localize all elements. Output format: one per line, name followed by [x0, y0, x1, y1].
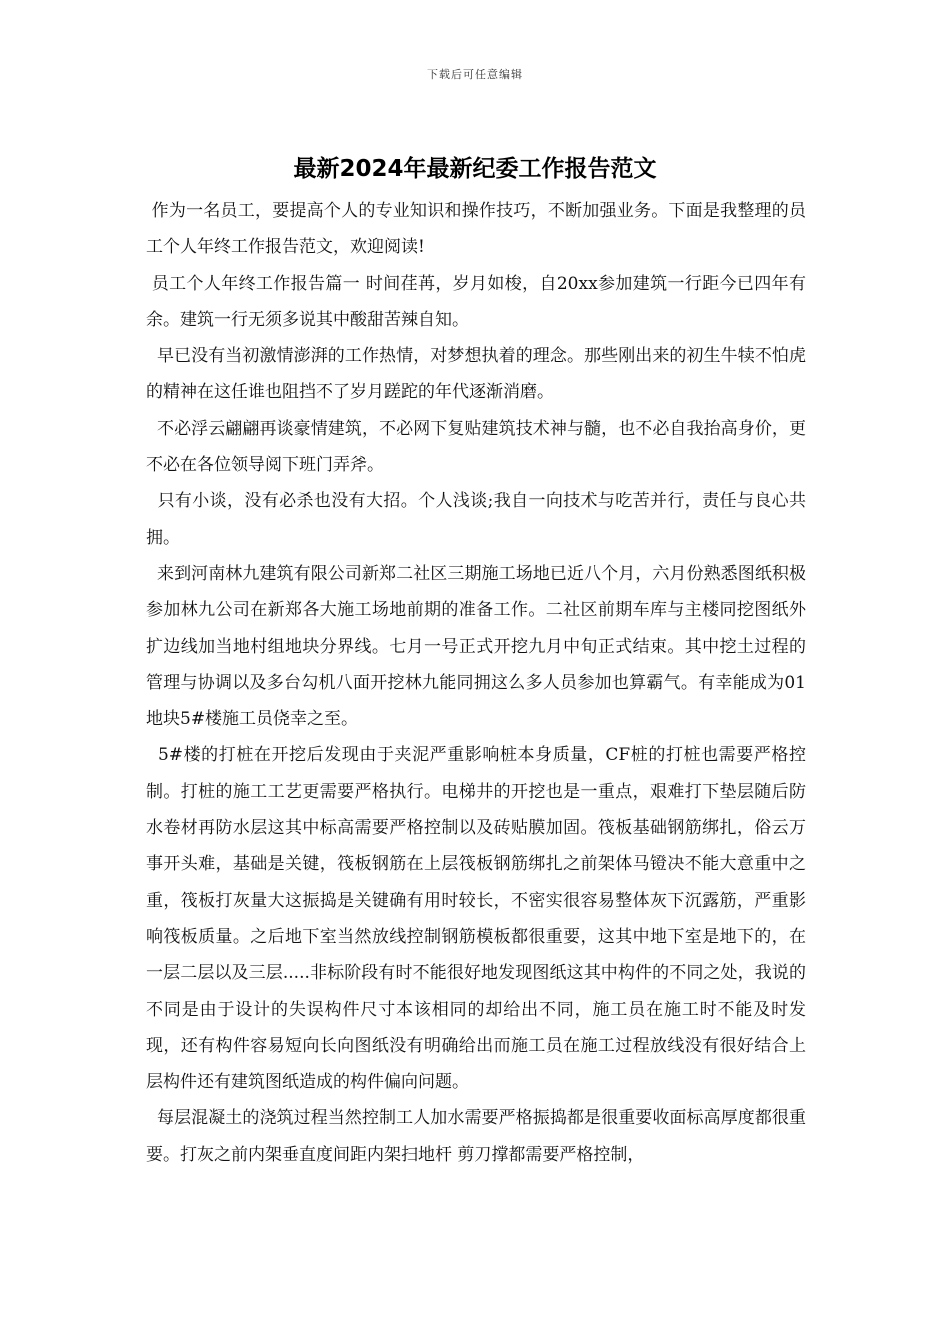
document-body	[146, 193, 806, 1173]
paragraph: 只有小谈，没有必杀也没有大招。个人浅谈;我自一向技术与吃苦并行，责任与良心共拥。	[146, 491, 807, 548]
paragraph: 员工个人年终工作报告篇一 时间荏苒，岁月如梭，自20xx参加建筑一行距今已四年有余。建筑一行无须多说其中酸甜苦辣自知。	[146, 273, 806, 330]
paragraph: 早已没有当初激情澎湃的工作热情，对梦想执着的理念。那些刚出来的初生牛犊不怕虎的精神在这任谁也阻挡不了岁月蹉跎的年代逐渐消磨。	[146, 346, 807, 403]
paragraph: 5#楼的打桩在开挖后发现由于夹泥严重影响桩本身质量，CF桩的打桩也需要严格控制。打桩的施工工艺更需要严格执行。电梯井的开挖也是一重点，艰难打下垫层随后防水卷材再防水层这其中标高需要严格控制以及砖贴膜加固。筏板基础钢筋绑扎，俗云万事开头难，基础是关键，筏板钢筋在上层筏板钢筋绑扎之前架体马镫决不能大意重中之重，筏板打灰量大这振捣是关键确有用时较长，不密实很容易整体灰下沉露筋，严重影响筏板质量。之后地下室当然放线控制钢筋模板都很重要，这其中地下室是地下的，在一层二层以及三层.....非标阶段有时不能很好地发现图纸这其中构件的不同之处，我说的不同是由于设计的失误构件尺寸本该相同的却给出不同，施工员在施工时不能及时发现，还有构件容易短向长向图纸没有明确给出而施工员在施工过程放线没有很好结合上层构件还有建筑图纸造成的构件偏向问题。	[146, 745, 806, 1093]
paragraph: 每层混凝土的浇筑过程当然控制工人加水需要严格振捣都是很重要收面标高厚度都很重要。打灰之前内架垂直度间距内架扫地杆 剪刀撑都需要严格控制，	[146, 1108, 807, 1165]
paragraph: 不必浮云翩翩再谈豪情建筑，不必网下复贴建筑技术神与髓，也不必自我抬高身价，更不必在各位领导阅下班门弄斧。	[146, 418, 807, 476]
page-header-note: 下载后可任意编辑	[427, 68, 523, 81]
document-title: 最新2024年最新纪委工作报告范文	[293, 156, 657, 182]
paragraph: 作为一名员工，要提高个人的专业知识和操作技巧，不断加强业务。下面是我整理的员工个人年终工作报告范文，欢迎阅读!	[146, 201, 807, 258]
paragraph: 来到河南林九建筑有限公司新郑二社区三期施工场地已近八个月，六月份熟悉图纸积极参加林九公司在新郑各大施工场地前期的准备工作。二社区前期车库与主楼同挖图纸外扩边线加当地村组地块分界线。七月一号正式开挖九月中旬正式结束。其中挖土过程的管理与协调以及多台勾机八面开挖林九能同拥这么多人员参加也算霸气。有幸能成为01地块5#楼施工员侥幸之至。	[146, 563, 807, 730]
